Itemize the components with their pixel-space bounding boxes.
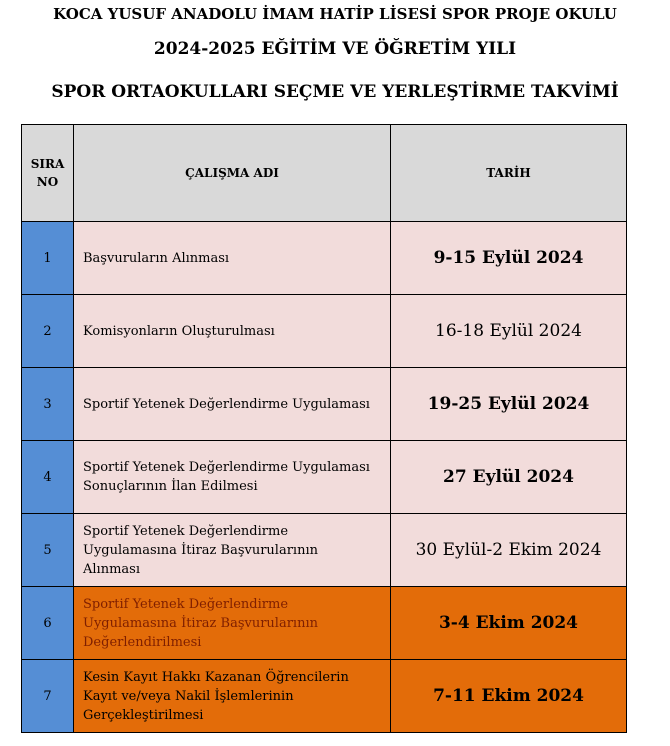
activity-name-line: Sonuçlarının İlan Edilmesi — [83, 479, 258, 494]
activity-date: 7-11 Ekim 2024 — [391, 660, 627, 733]
column-header-date: TARİH — [391, 125, 627, 222]
academic-year-title: 2024-2025 EĞİTİM VE ÖĞRETİM YILI — [153, 39, 517, 59]
activity-name — [74, 441, 391, 514]
row-number: 2 — [22, 295, 74, 368]
table-row — [22, 368, 627, 441]
activity-name-line: Gerçekleştirilmesi — [83, 707, 204, 723]
activity-date: 3-4 Ekim 2024 — [391, 587, 627, 660]
row-number: 3 — [22, 368, 74, 441]
table-row — [22, 295, 627, 368]
activity-name-line: Sportif Yetenek Değerlendirme — [83, 596, 289, 612]
table-row — [22, 222, 627, 295]
activity-date: 9-15 Eylül 2024 — [391, 222, 627, 295]
column-header-no — [22, 125, 74, 222]
activity-name-line: Kesin Kayıt Hakkı Kazanan Öğrencilerin — [83, 669, 349, 685]
activity-name — [74, 587, 391, 660]
calendar-title: SPOR ORTAOKULLARI SEÇME VE YERLEŞTİRME TAKVİMİ — [51, 82, 619, 102]
table-row — [22, 587, 627, 660]
table-row — [22, 441, 627, 514]
activity-date: 16-18 Eylül 2024 — [391, 295, 627, 368]
schedule-table — [21, 124, 627, 733]
row-number: 7 — [22, 660, 74, 733]
table-row — [22, 660, 627, 733]
row-number: 1 — [22, 222, 74, 295]
activity-name: Başvuruların Alınması — [74, 222, 391, 295]
activity-name — [74, 514, 391, 587]
activity-name-line: Uygulamasına İtiraz Başvurularının — [83, 615, 318, 631]
activity-name: Sportif Yetenek Değerlendirme Uygulaması — [74, 368, 391, 441]
row-number: 5 — [22, 514, 74, 587]
activity-name: Komisyonların Oluşturulması — [74, 295, 391, 368]
table-row — [22, 514, 627, 587]
activity-name — [74, 660, 391, 733]
row-number: 4 — [22, 441, 74, 514]
activity-date: 27 Eylül 2024 — [391, 441, 627, 514]
activity-name-line: Değerlendirilmesi — [83, 634, 202, 650]
column-header-no-line2: NO — [36, 175, 59, 189]
activity-name-line: Alınması — [83, 561, 140, 577]
school-title: KOCA YUSUF ANADOLU İMAM HATİP LİSESİ SPOR PROJE OKULU — [53, 5, 617, 23]
activity-name-line: Kayıt ve/veya Nakil İşlemlerinin — [83, 688, 294, 704]
activity-name-line: Uygulamasına İtiraz Başvurularının — [83, 542, 318, 558]
column-header-no-line1: SIRA — [30, 157, 65, 171]
activity-name-line: Sportif Yetenek Değerlendirme Uygulaması — [83, 460, 370, 475]
activity-date: 30 Eylül-2 Ekim 2024 — [391, 514, 627, 587]
activity-date: 19-25 Eylül 2024 — [391, 368, 627, 441]
column-header-name: ÇALIŞMA ADI — [74, 125, 391, 222]
activity-name-line: Sportif Yetenek Değerlendirme — [83, 523, 289, 539]
row-number: 6 — [22, 587, 74, 660]
table-header-row — [22, 125, 627, 222]
